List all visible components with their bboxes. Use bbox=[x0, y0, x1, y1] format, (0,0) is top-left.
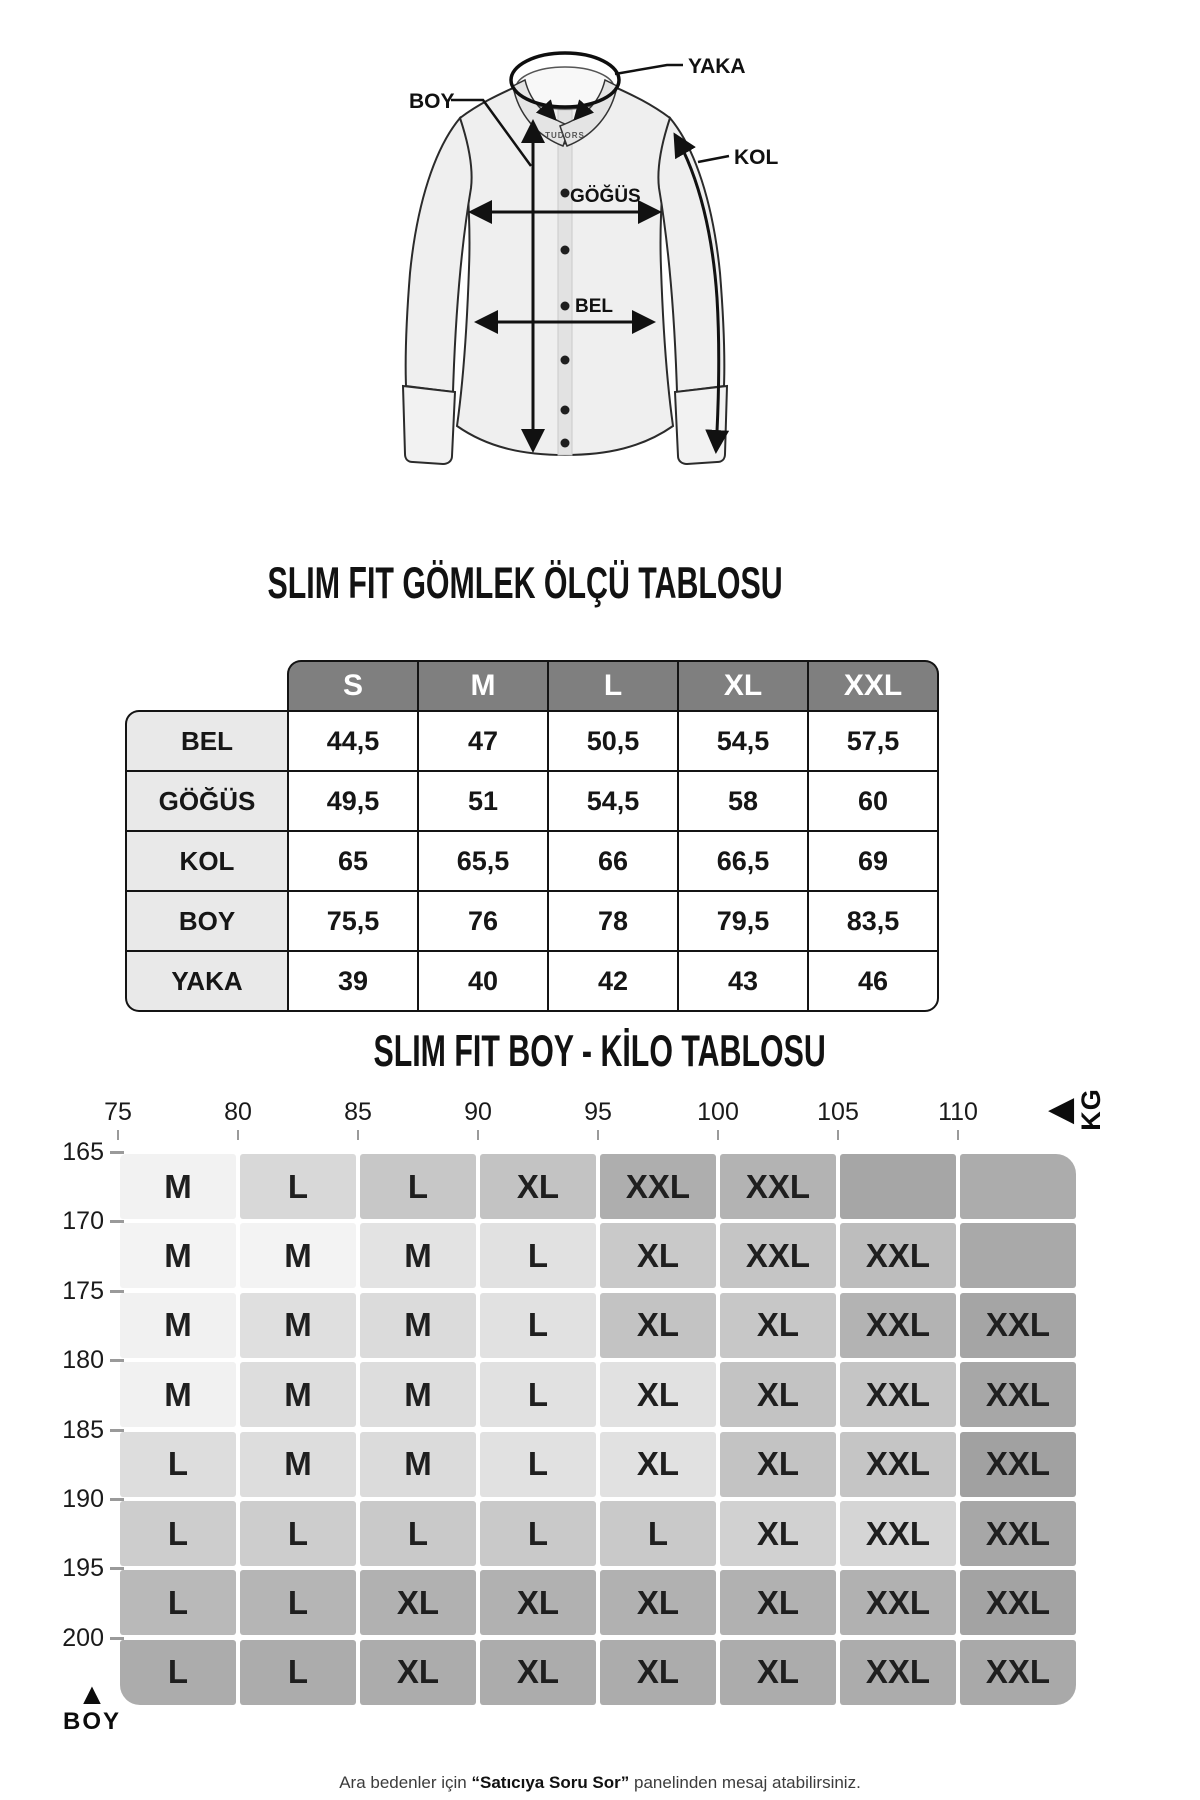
matrix-cell bbox=[960, 1154, 1076, 1219]
matrix-cell bbox=[120, 1293, 236, 1358]
size-value-cell: 66 bbox=[547, 830, 677, 890]
matrix-cell-size: L bbox=[287, 1514, 309, 1552]
matrix-cell bbox=[240, 1362, 356, 1427]
kg-tick bbox=[566, 1098, 630, 1140]
kg-tick bbox=[206, 1098, 270, 1140]
matrix-cell-size: XL bbox=[516, 1167, 560, 1205]
shirt-left-sleeve bbox=[406, 118, 472, 392]
matrix-cell bbox=[840, 1640, 956, 1705]
kol-label: KOL bbox=[734, 146, 779, 169]
size-row-label: YAKA bbox=[125, 950, 287, 1012]
kg-tick bbox=[926, 1098, 990, 1140]
matrix-cell-size: XL bbox=[756, 1653, 800, 1691]
matrix-cell-size: L bbox=[407, 1514, 429, 1552]
size-table-row bbox=[125, 770, 939, 830]
matrix-cell-size: XL bbox=[516, 1653, 560, 1691]
size-value-cell: 57,5 bbox=[807, 710, 939, 770]
size-table-row bbox=[125, 830, 939, 890]
matrix-cell bbox=[600, 1640, 716, 1705]
matrix-cell bbox=[720, 1432, 836, 1497]
size-col-header-xl: XL bbox=[677, 660, 807, 710]
matrix-cell bbox=[720, 1362, 836, 1427]
matrix-cell bbox=[600, 1223, 716, 1288]
boy-axis-label: BOY bbox=[62, 1708, 121, 1735]
matrix-cell-size: XXL bbox=[985, 1583, 1051, 1621]
yaka-label-line bbox=[615, 65, 683, 74]
boy-tick-label: 170 bbox=[62, 1207, 104, 1236]
size-row-label: GÖĞÜS bbox=[125, 770, 287, 830]
matrix-cell bbox=[240, 1223, 356, 1288]
footer-note-suffix: panelinden mesaj atabilirsiniz. bbox=[629, 1773, 861, 1792]
matrix-cell-size: XXL bbox=[985, 1514, 1051, 1552]
matrix-cell-size: M bbox=[284, 1306, 312, 1344]
size-table-title-text: SLIM FIT GÖMLEK ÖLÇÜ TABLOSU bbox=[267, 558, 783, 608]
matrix-cell bbox=[600, 1154, 716, 1219]
size-value-cell: 46 bbox=[807, 950, 939, 1012]
matrix-cell bbox=[120, 1223, 236, 1288]
matrix-cell-size: M bbox=[404, 1375, 432, 1413]
matrix-cell-size: L bbox=[167, 1514, 189, 1552]
footer-note-prefix: Ara bedenler için bbox=[339, 1773, 472, 1792]
matrix-cell-size: XXL bbox=[865, 1583, 931, 1621]
size-value-cell: 58 bbox=[677, 770, 807, 830]
matrix-cell-size: XXL bbox=[865, 1236, 931, 1274]
shirt-left-cuff bbox=[403, 386, 455, 464]
kg-tick-label: 80 bbox=[224, 1098, 252, 1126]
size-value-cell: 50,5 bbox=[547, 710, 677, 770]
matrix-cell bbox=[720, 1570, 836, 1635]
boy-tick-mark bbox=[110, 1151, 124, 1154]
matrix-cell bbox=[600, 1501, 716, 1566]
matrix-cell bbox=[240, 1293, 356, 1358]
size-value-cell: 40 bbox=[417, 950, 547, 1012]
size-value-cell: 65,5 bbox=[417, 830, 547, 890]
kg-tick bbox=[686, 1098, 750, 1140]
matrix-cell bbox=[600, 1432, 716, 1497]
size-value-cell: 43 bbox=[677, 950, 807, 1012]
matrix-cell-size: XXL bbox=[865, 1375, 931, 1413]
matrix-cell-size: L bbox=[647, 1514, 669, 1552]
kg-arrow-left-icon: ◀ bbox=[1048, 1090, 1075, 1128]
matrix-cell bbox=[840, 1293, 956, 1358]
matrix-cell bbox=[480, 1362, 596, 1427]
matrix-cell bbox=[960, 1432, 1076, 1497]
size-table-row bbox=[125, 710, 939, 770]
kg-tick-mark bbox=[597, 1130, 599, 1140]
matrix-cell bbox=[360, 1293, 476, 1358]
size-table-title bbox=[125, 560, 925, 607]
matrix-cell-size: XXL bbox=[745, 1236, 811, 1274]
matrix-cell-size: XL bbox=[756, 1375, 800, 1413]
size-value-cell: 66,5 bbox=[677, 830, 807, 890]
matrix-cell bbox=[360, 1362, 476, 1427]
boy-tick-label: 165 bbox=[62, 1138, 104, 1166]
size-row-label: BEL bbox=[125, 710, 287, 770]
shirt-illustration bbox=[365, 28, 835, 506]
kg-tick bbox=[326, 1098, 390, 1140]
matrix-cell-size: M bbox=[284, 1375, 312, 1413]
matrix-cell-size: XL bbox=[636, 1236, 680, 1274]
matrix-cell bbox=[480, 1154, 596, 1219]
matrix-cell bbox=[840, 1154, 956, 1219]
matrix-cell bbox=[120, 1640, 236, 1705]
kg-tick-mark bbox=[357, 1130, 359, 1140]
kg-tick-label: 75 bbox=[104, 1098, 132, 1126]
size-value-cell: 75,5 bbox=[287, 890, 417, 950]
boy-tick-label: 175 bbox=[62, 1276, 104, 1305]
matrix-cell-size: L bbox=[167, 1583, 189, 1621]
matrix-cell-size: L bbox=[527, 1514, 549, 1552]
kg-axis-label: KG bbox=[1075, 1087, 1106, 1131]
matrix-cell-size: L bbox=[167, 1445, 189, 1483]
matrix-cell-size: XXL bbox=[745, 1167, 811, 1205]
size-row-label: KOL bbox=[125, 830, 287, 890]
matrix-cell-size: L bbox=[167, 1653, 189, 1691]
matrix-cell bbox=[840, 1432, 956, 1497]
size-value-cell: 54,5 bbox=[547, 770, 677, 830]
kg-tick-mark bbox=[237, 1130, 239, 1140]
matrix-cell bbox=[840, 1362, 956, 1427]
boy-tick-label: 185 bbox=[62, 1415, 104, 1444]
matrix-cell bbox=[840, 1223, 956, 1288]
matrix-cell bbox=[360, 1154, 476, 1219]
matrix-cell bbox=[360, 1640, 476, 1705]
matrix-cell bbox=[360, 1570, 476, 1635]
matrix-cell bbox=[480, 1223, 596, 1288]
brand-label: TUDORS bbox=[545, 131, 585, 140]
matrix-cell-size: L bbox=[527, 1236, 549, 1274]
matrix-cell bbox=[960, 1640, 1076, 1705]
matrix-cell-size: XL bbox=[756, 1514, 800, 1552]
size-value-cell: 49,5 bbox=[287, 770, 417, 830]
matrix-cell-size: L bbox=[407, 1167, 429, 1205]
size-value-cell: 60 bbox=[807, 770, 939, 830]
matrix-cell-size: L bbox=[287, 1583, 309, 1621]
size-value-cell: 42 bbox=[547, 950, 677, 1012]
size-value-cell: 65 bbox=[287, 830, 417, 890]
matrix-cell bbox=[480, 1432, 596, 1497]
size-col-header-l: L bbox=[547, 660, 677, 710]
matrix-cell-size: M bbox=[164, 1167, 192, 1205]
shirt-diagram bbox=[365, 28, 835, 506]
matrix-cell-size: XL bbox=[756, 1445, 800, 1483]
matrix-cell-size: XXL bbox=[865, 1514, 931, 1552]
matrix-cell-size: M bbox=[404, 1306, 432, 1344]
matrix-cell-size: XXL bbox=[985, 1445, 1051, 1483]
matrix-cell bbox=[480, 1501, 596, 1566]
kg-tick-label: 100 bbox=[697, 1098, 739, 1126]
size-value-cell: 54,5 bbox=[677, 710, 807, 770]
shirt-placket bbox=[558, 110, 572, 455]
matrix-cell-size: XXL bbox=[625, 1167, 691, 1205]
kg-tick-mark bbox=[117, 1130, 119, 1140]
matrix-cell bbox=[480, 1570, 596, 1635]
size-value-cell: 79,5 bbox=[677, 890, 807, 950]
kg-tick-label: 95 bbox=[584, 1098, 612, 1126]
matrix-cell bbox=[120, 1501, 236, 1566]
footer-note-bold: “Satıcıya Soru Sor” bbox=[471, 1773, 630, 1792]
size-value-cell: 69 bbox=[807, 830, 939, 890]
size-table-corner bbox=[125, 660, 287, 710]
matrix-cell bbox=[240, 1640, 356, 1705]
matrix-cell bbox=[480, 1640, 596, 1705]
matrix-cell-size: XL bbox=[636, 1306, 680, 1344]
size-col-header-m: M bbox=[417, 660, 547, 710]
kg-tick bbox=[86, 1098, 150, 1140]
matrix-cell bbox=[120, 1362, 236, 1427]
matrix-cell-size: XXL bbox=[985, 1306, 1051, 1344]
matrix-cell bbox=[240, 1432, 356, 1497]
size-col-header-xxl: XXL bbox=[807, 660, 939, 710]
size-value-cell: 39 bbox=[287, 950, 417, 1012]
matrix-cell bbox=[960, 1293, 1076, 1358]
kg-tick-mark bbox=[717, 1130, 719, 1140]
matrix-cell-size: XL bbox=[516, 1583, 560, 1621]
size-value-cell: 44,5 bbox=[287, 710, 417, 770]
kg-tick-label: 110 bbox=[938, 1098, 978, 1126]
size-table-row bbox=[125, 950, 939, 1012]
kg-tick-label: 105 bbox=[817, 1098, 859, 1126]
matrix-cell-size: L bbox=[527, 1375, 549, 1413]
matrix-cell bbox=[720, 1640, 836, 1705]
size-value-cell: 51 bbox=[417, 770, 547, 830]
matrix-cell bbox=[240, 1570, 356, 1635]
yaka-label: YAKA bbox=[688, 55, 746, 78]
matrix-cell-size: XL bbox=[396, 1583, 440, 1621]
matrix-cell-size: XXL bbox=[985, 1653, 1051, 1691]
matrix-cell bbox=[480, 1293, 596, 1358]
matrix-cell-size: L bbox=[287, 1653, 309, 1691]
boy-arrow-up-icon: ▲ bbox=[77, 1678, 107, 1711]
matrix-cell-size: M bbox=[404, 1445, 432, 1483]
matrix-cell bbox=[960, 1223, 1076, 1288]
matrix-cell-size: L bbox=[287, 1167, 309, 1205]
kg-tick-label: 85 bbox=[344, 1098, 372, 1126]
matrix-cell bbox=[840, 1501, 956, 1566]
matrix-cell-size: XXL bbox=[865, 1445, 931, 1483]
matrix-cell-size: XL bbox=[756, 1583, 800, 1621]
matrix-cell bbox=[600, 1570, 716, 1635]
matrix-cell bbox=[600, 1293, 716, 1358]
matrix-cell bbox=[720, 1223, 836, 1288]
matrix-cell-size: M bbox=[284, 1236, 312, 1274]
matrix-cell-size: XL bbox=[636, 1583, 680, 1621]
size-table-body bbox=[125, 710, 939, 1012]
kg-tick-mark bbox=[957, 1130, 959, 1140]
size-row-label: BOY bbox=[125, 890, 287, 950]
kol-label-line bbox=[698, 156, 729, 162]
matrix-cell bbox=[720, 1293, 836, 1358]
boy-label: BOY bbox=[409, 90, 455, 113]
matrix-cell bbox=[720, 1501, 836, 1566]
boy-tick-label: 200 bbox=[62, 1623, 104, 1652]
footer-note bbox=[0, 1773, 1200, 1793]
kg-tick-mark bbox=[477, 1130, 479, 1140]
size-value-cell: 83,5 bbox=[807, 890, 939, 950]
size-table-row bbox=[125, 890, 939, 950]
matrix-cell-size: XXL bbox=[865, 1653, 931, 1691]
size-table bbox=[125, 660, 939, 1012]
matrix-cell-size: M bbox=[164, 1236, 192, 1274]
height-weight-chart bbox=[60, 1040, 1150, 1785]
size-value-cell: 76 bbox=[417, 890, 547, 950]
matrix-cell bbox=[120, 1432, 236, 1497]
matrix-cell bbox=[120, 1570, 236, 1635]
matrix-cell bbox=[960, 1501, 1076, 1566]
size-table-head-row bbox=[125, 660, 939, 710]
matrix-cell-size: XL bbox=[396, 1653, 440, 1691]
size-value-cell: 47 bbox=[417, 710, 547, 770]
matrix-cell-size: M bbox=[404, 1236, 432, 1274]
boy-tick-label: 180 bbox=[62, 1346, 104, 1375]
size-col-header-s: S bbox=[287, 660, 417, 710]
matrix-cell bbox=[840, 1570, 956, 1635]
matrix-cell-size: XL bbox=[636, 1375, 680, 1413]
size-value-cell: 78 bbox=[547, 890, 677, 950]
matrix-cell bbox=[360, 1223, 476, 1288]
matrix-cell bbox=[120, 1154, 236, 1219]
height-weight-title-text: SLIM FIT BOY - KİLO TABLOSU bbox=[373, 1026, 827, 1076]
matrix-cell bbox=[360, 1432, 476, 1497]
matrix-cell-size: XXL bbox=[985, 1375, 1051, 1413]
matrix-cell-size: XL bbox=[636, 1445, 680, 1483]
matrix-cell-size: L bbox=[527, 1306, 549, 1344]
boy-axis-marker bbox=[62, 1678, 122, 1736]
matrix-cell-size: M bbox=[164, 1375, 192, 1413]
kg-axis-marker bbox=[1048, 1087, 1113, 1131]
boy-tick-label: 195 bbox=[62, 1554, 104, 1583]
kg-tick-label: 90 bbox=[464, 1098, 492, 1126]
kg-tick-mark bbox=[837, 1130, 839, 1140]
matrix-cell bbox=[720, 1154, 836, 1219]
kg-tick bbox=[806, 1098, 870, 1140]
gogus-label: GÖĞÜS bbox=[570, 186, 641, 207]
bel-label: BEL bbox=[575, 296, 613, 317]
matrix-cell bbox=[960, 1362, 1076, 1427]
matrix-cell bbox=[960, 1570, 1076, 1635]
matrix-cell bbox=[240, 1154, 356, 1219]
matrix-cell-size: L bbox=[527, 1445, 549, 1483]
kg-tick bbox=[446, 1098, 510, 1140]
matrix-cell-size: M bbox=[164, 1306, 192, 1344]
matrix-cell bbox=[600, 1362, 716, 1427]
matrix-cell bbox=[240, 1501, 356, 1566]
matrix-cell bbox=[360, 1501, 476, 1566]
matrix-cell-size: M bbox=[284, 1445, 312, 1483]
matrix-cell-size: XL bbox=[636, 1653, 680, 1691]
boy-tick-label: 190 bbox=[62, 1485, 104, 1513]
matrix-cell-size: XXL bbox=[865, 1306, 931, 1344]
matrix-cell-size: XL bbox=[756, 1306, 800, 1344]
